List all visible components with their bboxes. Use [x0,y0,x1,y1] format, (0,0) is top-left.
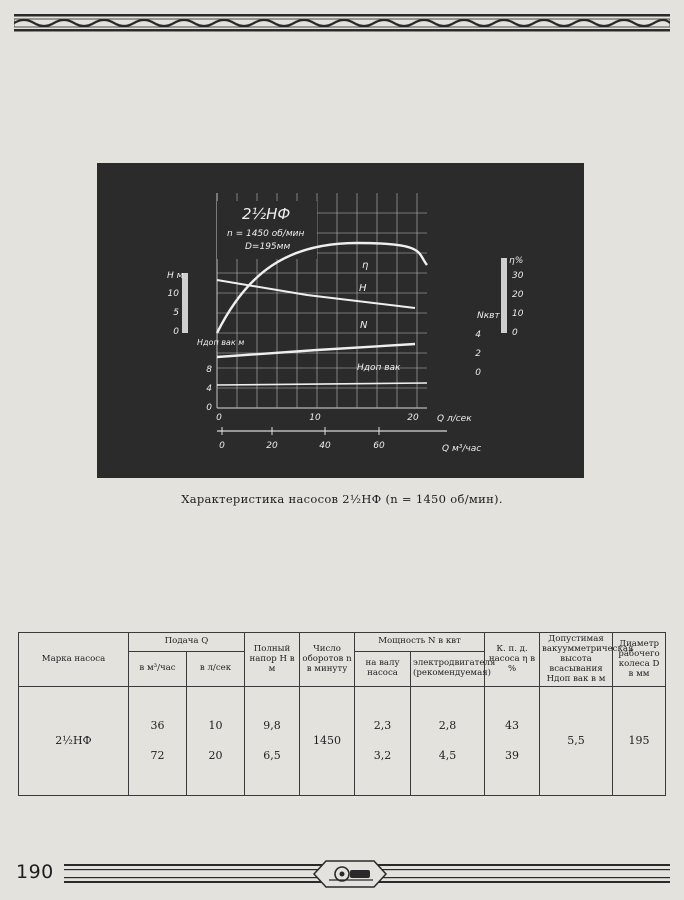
cell-flow-ls [187,687,245,796]
cell-power-shaft [355,687,411,796]
cell-value: 72 [150,749,165,763]
power-tick-label: 0 [475,368,481,378]
top-decorative-border [14,12,670,34]
cell-flow-m3h [129,687,187,796]
power-tick-label: 2 [475,349,481,359]
cell-value: 10 [208,718,223,732]
q-ls-tick-label: 10 [309,413,321,423]
chart-title: 2½НФ [242,205,291,223]
chart-speed-label: n = 1450 об/мин [227,229,305,239]
header-flow-ls: в л/сек [187,652,245,687]
header-efficiency: К. п. д. насоса η в % [485,633,540,687]
header-impeller: Диаметр рабочего колеса D в мм [613,633,666,687]
eta-tick-label: 30 [512,271,524,281]
head-curve [217,280,415,308]
cell-efficiency [485,687,540,796]
q-ls-tick-label: 0 [216,413,222,423]
suction-curve [217,383,427,385]
q-ls-ticks [216,413,419,423]
q-m3h-tick-label: 20 [266,441,278,451]
cell-brand: 2½НФ [19,687,129,796]
cell-value: 36 [150,718,165,732]
suction-axis-label: Ндоп вак м [197,338,245,347]
head-tick-label: 0 [173,327,179,337]
head-tick-label: 10 [167,289,179,299]
chart-diameter-label: D=195мм [245,242,291,252]
header-speed: Число оборотов n в минуту [300,633,355,687]
cell-value: 20 [208,749,223,763]
header-suction: Допустимая вакуумметрическая высота всасывания Ндоп вак в м [540,633,613,687]
power-tick-label: 4 [475,330,481,340]
suction-tick-label: 8 [206,365,212,375]
cell-value: 2,3 [373,718,392,732]
eta-axis-label: η% [509,256,524,266]
power-axis-label: Nквт [477,311,500,321]
q-ls-tick-label: 20 [407,413,419,423]
cell-value: 2,8 [438,718,457,732]
eta-curve-label: η [362,260,369,271]
bottom-decorative-rule [64,858,670,890]
cell-speed: 1450 [300,687,355,796]
table-row [19,687,666,796]
pump-emblem-icon [314,861,386,887]
cell-head [245,687,300,796]
header-flow-m3h: в м³/час [129,652,187,687]
power-curve-label: N [360,320,368,331]
suction-tick-label: 0 [206,403,212,413]
pump-spec-table [18,632,666,796]
suction-tick-label: 4 [206,384,212,394]
eta-scale-ticks [512,271,524,338]
header-brand: Марка насоса [19,633,129,687]
eta-scale-bar [501,258,507,333]
head-tick-label: 5 [173,308,179,318]
cell-value: 3,2 [373,749,392,763]
head-axis-label: Н м [167,271,184,281]
cell-power-motor [411,687,485,796]
power-curve [217,344,415,357]
cell-suction: 5,5 [540,687,613,796]
header-head: Полный напор Н в м [245,633,300,687]
header-flow-group: Подача Q [129,633,245,652]
cell-impeller: 195 [613,687,666,796]
cell-value: 6,5 [263,749,281,763]
page-number: 190 [16,861,54,883]
power-scale-ticks [475,330,481,378]
suction-curve-label: Ндоп вак [357,363,401,373]
eta-tick-label: 10 [512,309,524,319]
figure-caption: Характеристика насосов 2½НФ (n = 1450 об/мин). [181,492,503,506]
pump-characteristic-figure [97,163,584,478]
eta-tick-label: 20 [512,290,524,300]
q-m3h-tick-label: 40 [319,441,331,451]
header-power-shaft: на валу насоса [355,652,411,687]
eta-tick-label: 0 [512,328,518,338]
q-m3h-tick-label: 60 [373,441,385,451]
head-scale-ticks [168,289,180,337]
cell-value: 9,8 [263,718,281,732]
header-power-motor: электродвигателя (рекомендуемая) [411,652,485,687]
cell-value: 4,5 [438,749,457,763]
suction-scale-ticks [206,365,212,413]
cell-value: 39 [505,749,520,763]
head-scale-bar [182,273,188,333]
q-m3h-axis-label: Q м³/час [442,444,482,454]
q-m3h-tick-label: 0 [219,441,225,451]
header-power-group: Мощность N в квт [355,633,485,652]
head-curve-label: Н [359,283,367,294]
pump-characteristic-chart [97,163,584,478]
cell-value: 43 [505,718,520,732]
q-ls-axis-label: Q л/сек [437,414,472,424]
